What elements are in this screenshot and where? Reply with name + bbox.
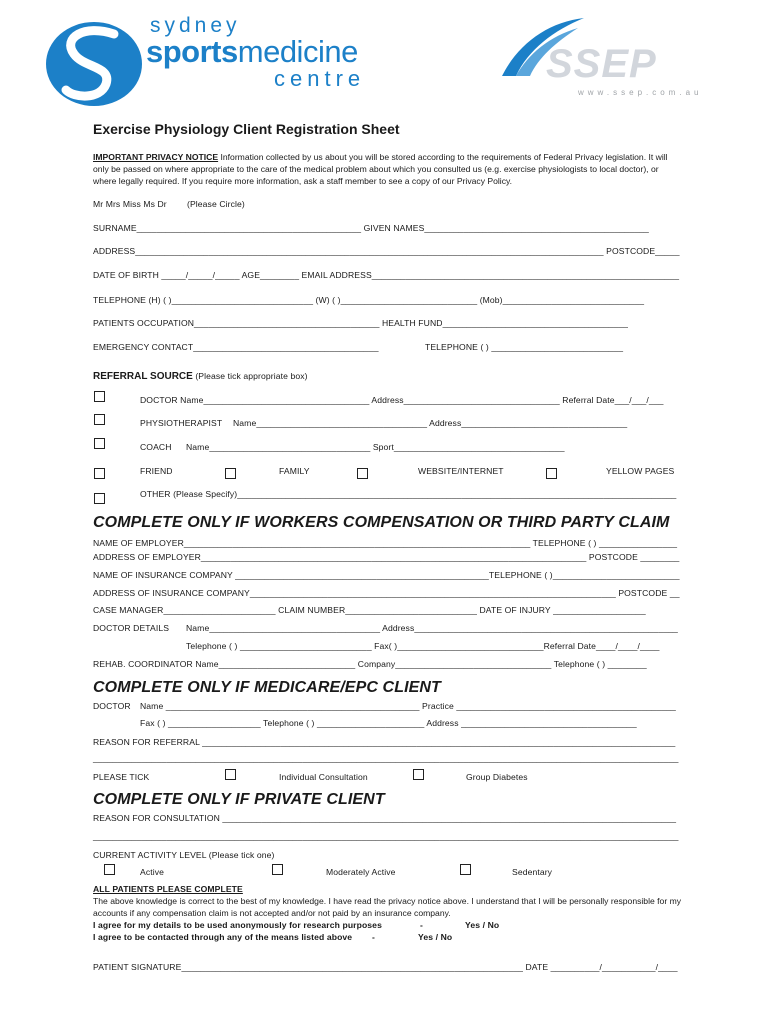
referral-source-heading xyxy=(93,366,308,384)
individual-consultation-checkbox[interactable] xyxy=(225,769,236,780)
referral-coach-checkbox[interactable] xyxy=(94,438,105,449)
ssep-url: www.ssep.com.au xyxy=(578,88,703,97)
referral-heading-note: (Please tick appropriate box) xyxy=(192,371,308,381)
referral-heading-text: REFERRAL SOURCE xyxy=(93,371,193,382)
insurance-address-field[interactable]: ADDRESS OF INSURANCE COMPANY___________________________________________________________________________ POSTCODE __ xyxy=(93,588,680,598)
activity-level-label: CURRENT ACTIVITY LEVEL (Please tick one) xyxy=(93,850,275,860)
medicare-heading: COMPLETE ONLY IF MEDICARE/EPC CLIENT xyxy=(93,679,441,696)
medicare-doctor-name-field[interactable]: Name ____________________________________________________ Practice _____________________________________________ xyxy=(140,701,676,711)
emergency-telephone-field[interactable]: TELEPHONE ( ) ___________________________ xyxy=(425,342,624,352)
referral-yellow-pages-label: YELLOW PAGES xyxy=(606,466,675,476)
reason-for-consultation-field[interactable]: REASON FOR CONSULTATION _____________________________________________________________________________________________ xyxy=(93,813,677,823)
please-tick-label: PLEASE TICK xyxy=(93,772,150,782)
logo-word-medicine: medicine xyxy=(237,34,358,69)
salutation-instruction: (Please Circle) xyxy=(187,199,245,209)
rehab-coordinator-field[interactable]: REHAB. COORDINATOR Name____________________________ Company________________________________ Telephone ( ) ________ xyxy=(93,659,647,669)
surname-given-names-field[interactable]: SURNAME______________________________________________ GIVEN NAMES______________________________________________ xyxy=(93,223,649,233)
workers-doctor-name-field[interactable]: Name___________________________________ Address______________________________________________________ xyxy=(186,623,678,633)
private-client-heading: COMPLETE ONLY IF PRIVATE CLIENT xyxy=(93,791,385,808)
referral-coach-label: COACH xyxy=(140,442,172,452)
sedentary-checkbox[interactable] xyxy=(460,864,471,875)
sedentary-label: Sedentary xyxy=(512,867,553,877)
referral-coach-fields[interactable]: Name_________________________________ Sport___________________________________ xyxy=(186,442,565,452)
logo-word-centre: centre xyxy=(274,66,366,91)
contact-consent-yes-no[interactable]: Yes / No xyxy=(418,932,453,942)
privacy-text: Information collected by us about you will be stored according to the requirements of Federal Privacy legislation. It will only be passed on where appropriate to the care of the medical problem about which you consulted us (e.g. exercise physiologists to local doctor), or where legally required. If you require more information, ask a staff member to see a copy of our Privacy Policy. xyxy=(93,152,668,186)
medicare-fax-telephone-field[interactable]: Fax ( ) ___________________ Telephone ( ) ______________________ Address ____________________________________ xyxy=(140,718,637,728)
workers-doctor-telephone-field[interactable]: Telephone ( ) ___________________________ Fax( )______________________________Referral Date____/____/____ xyxy=(186,641,660,651)
contact-consent-text: I agree to be contacted through any of the means listed above xyxy=(93,932,353,942)
telephone-field[interactable]: TELEPHONE (H) ( )_____________________________ (W) ( )____________________________ (Mob)_____________________________ xyxy=(93,295,645,305)
ssep-wordmark: SSEP xyxy=(546,42,657,86)
logo-word-sports: sports xyxy=(146,34,238,69)
referral-friend-label: FRIEND xyxy=(140,466,173,476)
privacy-notice xyxy=(93,151,683,187)
address-postcode-field[interactable]: ADDRESS________________________________________________________________________________________________ POSTCODE_____ xyxy=(93,246,680,256)
referral-doctor-fields[interactable]: DOCTOR Name__________________________________ Address________________________________ Referral Date___/___/___ xyxy=(140,395,664,405)
referral-family-label: FAMILY xyxy=(279,466,310,476)
logo-word-sydney: sydney xyxy=(150,14,241,37)
case-claim-injury-field[interactable]: CASE MANAGER_______________________ CLAIM NUMBER___________________________ DATE OF INJURY ___________________ xyxy=(93,605,646,615)
declaration-text: The above knowledge is correct to the best of my knowledge. I have read the privacy notice above. I understand that I will be personally responsible for my accounts if any compensation claim is not accepted and/or not paid by an insurance company. xyxy=(93,896,682,918)
occupation-health-fund-field[interactable]: PATIENTS OCCUPATION______________________________________ HEALTH FUND______________________________________ xyxy=(93,318,628,328)
moderately-active-checkbox[interactable] xyxy=(272,864,283,875)
referral-physio-fields[interactable]: Name___________________________________ Address__________________________________ xyxy=(233,418,628,428)
employer-address-field[interactable]: ADDRESS OF EMPLOYER_______________________________________________________________________________ POSTCODE ________ xyxy=(93,552,680,562)
group-diabetes-checkbox[interactable] xyxy=(413,769,424,780)
referral-yellow-pages-checkbox[interactable] xyxy=(546,468,557,479)
referral-friend-checkbox[interactable] xyxy=(94,468,105,479)
reason-for-referral-line-2[interactable]: ________________________________________________________________________________________________________________________ xyxy=(93,753,679,763)
research-consent-dash: - xyxy=(420,920,423,930)
reason-for-consultation-line-2[interactable]: ________________________________________________________________________________________________________________________ xyxy=(93,831,679,841)
referral-website-checkbox[interactable] xyxy=(357,468,368,479)
individual-consultation-label: Individual Consultation xyxy=(279,772,368,782)
employer-name-field[interactable]: NAME OF EMPLOYER_______________________________________________________________________ TELEPHONE ( ) ________________ xyxy=(93,538,678,548)
referral-website-label: WEBSITE/INTERNET xyxy=(418,466,504,476)
research-consent-yes-no[interactable]: Yes / No xyxy=(465,920,500,930)
referral-doctor-checkbox[interactable] xyxy=(94,391,105,402)
reason-for-referral-field[interactable]: REASON FOR REFERRAL _________________________________________________________________________________________________ xyxy=(93,737,676,747)
salutation-options[interactable]: Mr Mrs Miss Ms Dr xyxy=(93,199,167,209)
emergency-contact-field[interactable]: EMERGENCY CONTACT______________________________________ xyxy=(93,342,379,352)
group-diabetes-label: Group Diabetes xyxy=(466,772,528,782)
referral-physio-checkbox[interactable] xyxy=(94,414,105,425)
referral-family-checkbox[interactable] xyxy=(225,468,236,479)
doctor-details-label: DOCTOR DETAILS xyxy=(93,623,170,633)
active-label: Active xyxy=(140,867,165,877)
all-patients-heading: ALL PATIENTS PLEASE COMPLETE xyxy=(93,884,243,894)
logo-s-mark-icon xyxy=(44,20,144,108)
privacy-label: IMPORTANT PRIVACY NOTICE xyxy=(93,152,219,162)
page-title: Exercise Physiology Client Registration Sheet xyxy=(93,121,400,137)
active-checkbox[interactable] xyxy=(104,864,115,875)
dob-age-email-field[interactable]: DATE OF BIRTH _____/_____/_____ AGE________ EMAIL ADDRESS_______________________________________________________________ xyxy=(93,270,680,280)
contact-consent-dash: - xyxy=(372,932,375,942)
research-consent-text: I agree for my details to be used anonymously for research purposes xyxy=(93,920,382,930)
medicare-doctor-label: DOCTOR xyxy=(93,701,131,711)
insurance-company-field[interactable]: NAME OF INSURANCE COMPANY ____________________________________________________TELEPHONE ( )__________________________ xyxy=(93,570,680,580)
referral-other-field[interactable]: OTHER (Please Specify)__________________________________________________________________________________________ xyxy=(140,489,677,499)
workers-comp-heading: COMPLETE ONLY IF WORKERS COMPENSATION OR THIRD PARTY CLAIM xyxy=(93,514,670,531)
patient-signature-date-field[interactable]: PATIENT SIGNATURE______________________________________________________________________ DATE __________/___________/____ xyxy=(93,962,678,972)
logo-word-sportsmedicine xyxy=(146,34,358,70)
moderately-active-label: Moderately Active xyxy=(326,867,396,877)
referral-physio-label: PHYSIOTHERAPIST xyxy=(140,418,223,428)
referral-other-checkbox[interactable] xyxy=(94,493,105,504)
